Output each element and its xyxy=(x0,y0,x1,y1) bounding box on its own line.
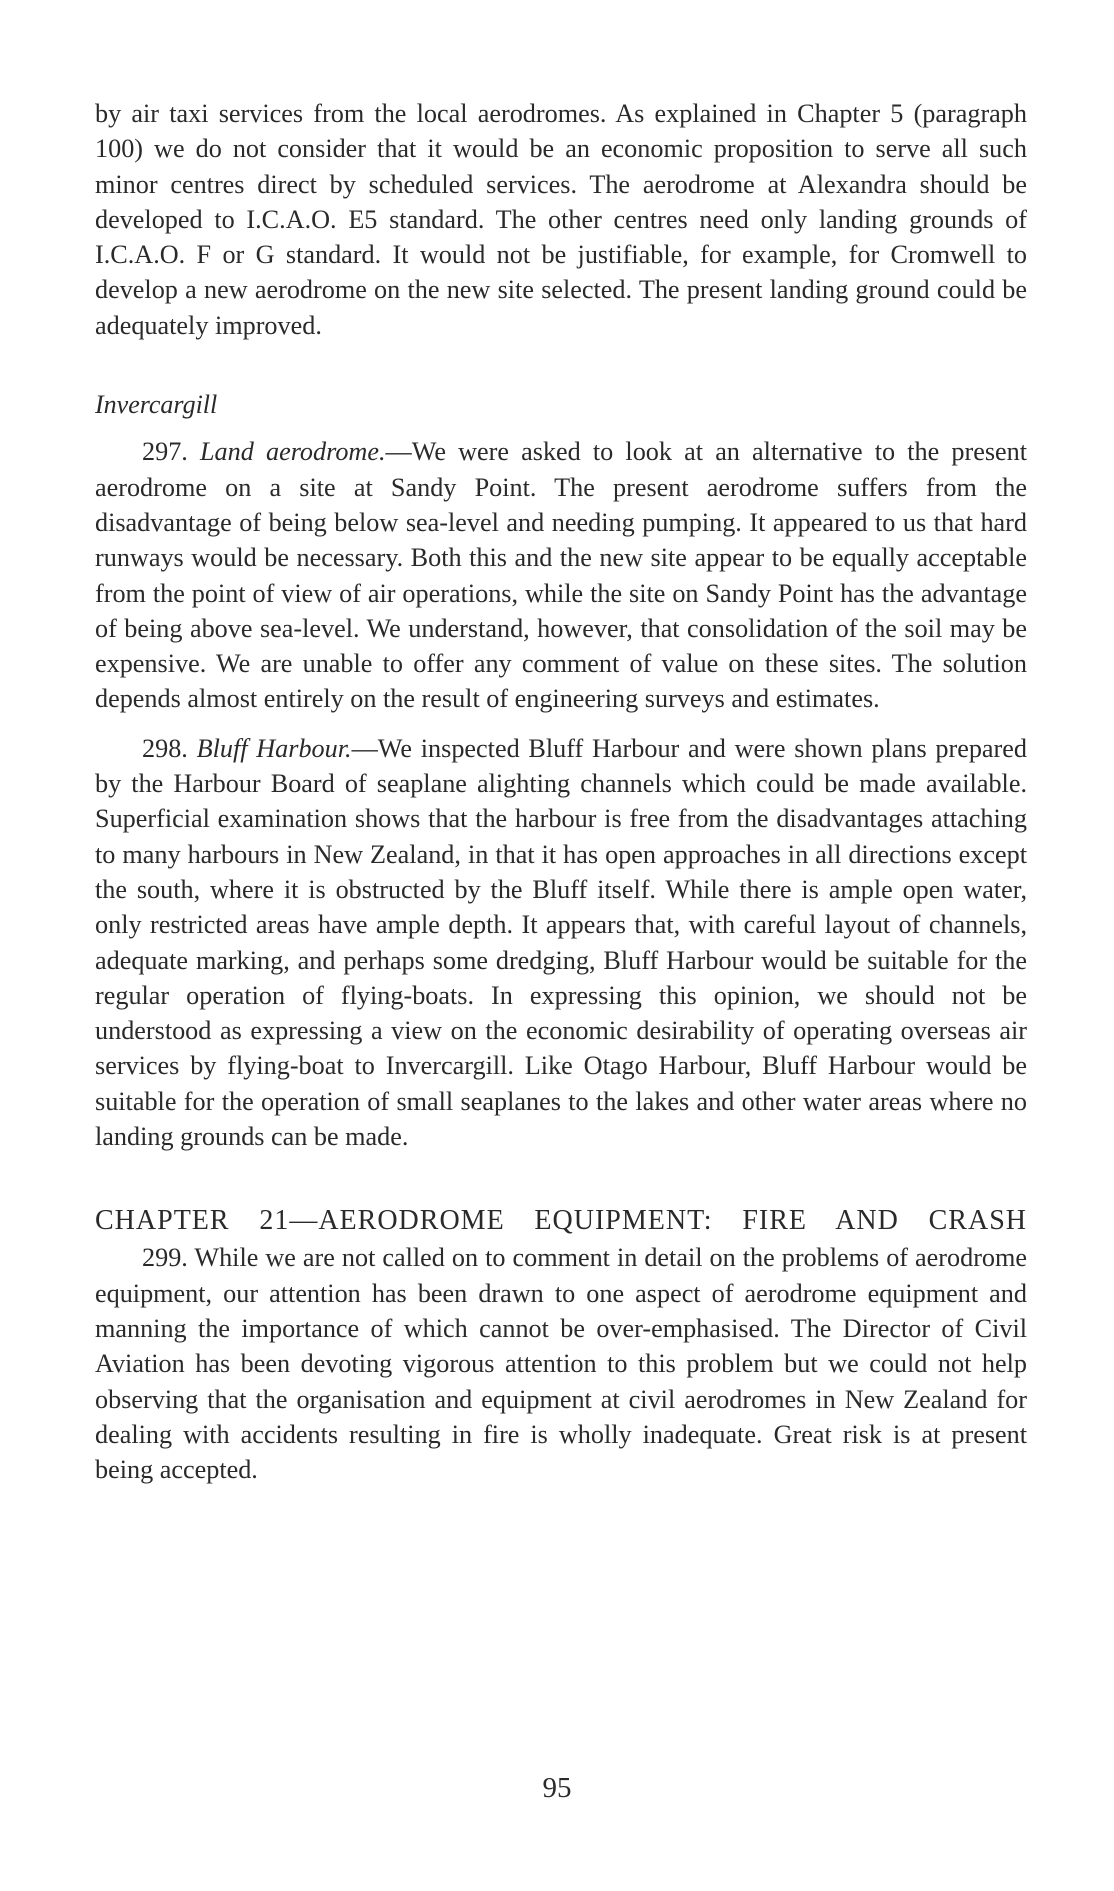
chapter-heading: CHAPTER 21—AERODROME EQUIPMENT: FIRE AND CRASH xyxy=(95,1205,1027,1237)
section-heading-invercargill: Invercargill xyxy=(95,390,218,420)
paragraph-body: —We were asked to look at an alternative to the present aerodrome on a site at Sandy Point. The present aerodrome suffers from the disadvantage of being below sea-level and needing pumping. It appeared to us that hard runways would be necessary. Both this and the new site appear to be equally acceptable from the point of view of air operations, while the site on Sandy Point has the advantage of being above sea-level. We understand, however, that consolidation of the soil may be expensive. We are unable to offer any comment of value on these sites. The solution depends almost entirely on the result of engineering surveys and estimates. xyxy=(95,437,1028,714)
document-page xyxy=(95,96,1027,1487)
page-number: 95 xyxy=(542,1772,572,1804)
paragraph-number: 297. xyxy=(142,437,188,467)
paragraph-number: 298. xyxy=(142,733,188,763)
paragraph-298 xyxy=(95,731,1027,1155)
continuation-paragraph: by air taxi services from the local aerodromes. As explained in Chapter 5 (paragraph 100) we do not consider that it would be an economic proposition to serve all such minor centres direct by scheduled services. The aerodrome at Alexandra should be developed to I.C.A.O. E5 standard. The other centres need only landing grounds of I.C.A.O. F or G standard. It would not be justifiable, for example, for Cromwell to develop a new aerodrome on the new site selected. The present landing ground could be adequately improved. xyxy=(95,99,1027,340)
paragraph-297 xyxy=(95,434,1027,716)
paragraph-299: 299. While we are not called on to comment in detail on the problems of aerodrome equipment, our attention has been drawn to one aspect of aerodrome equipment and manning the importance of which cannot be over-emphasised. The Director of Civil Aviation has been devoting vigorous attention to this problem but we could not help observing that the organisation and equipment at civil aerodromes in New Zealand for dealing with accidents resulting in fire is wholly inadequate. Great risk is at present being accepted. xyxy=(95,1243,1027,1485)
run-in-heading: Land aerodrome. xyxy=(199,437,386,467)
paragraph-body: —We inspected Bluff Harbour and were shown plans prepared by the Harbour Board of seaplane alighting channels which could be made available. Superficial examination shows that the harbour is free from the disadvantages attaching to many harbours in New Zealand, in that it has open approaches in all directions except the south, where it is obstructed by the Bluff itself. While there is ample open water, only restricted areas have ample depth. It appears that, with careful layout of channels, adequate marking, and perhaps some dredging, Bluff Harbour would be suitable for the regular operation of flying-boats. In expressing this opinion, we should not be understood as expressing a view on the economic desirability of operating overseas air services by flying-boat to Invercargill. Like Otago Harbour, Bluff Harbour would be suitable for the operation of small seaplanes to the lakes and other water areas where no landing grounds can be made. xyxy=(95,733,1027,1152)
run-in-heading: Bluff Harbour. xyxy=(196,733,352,763)
